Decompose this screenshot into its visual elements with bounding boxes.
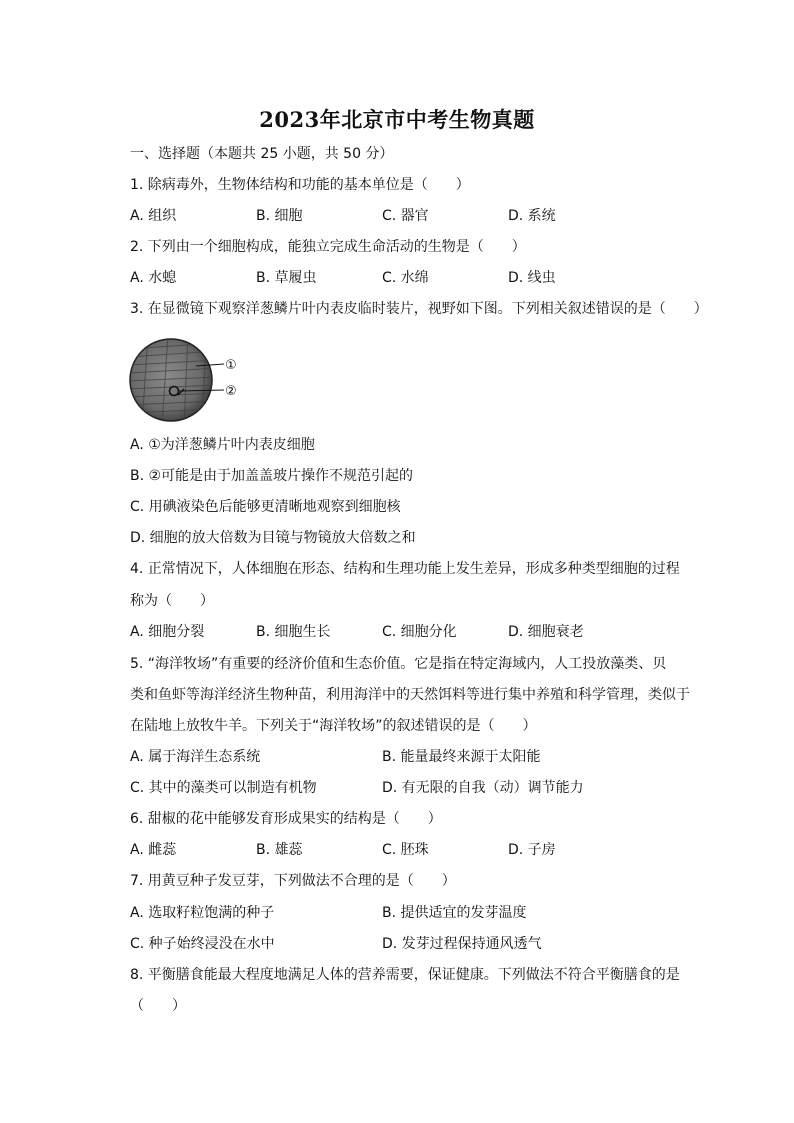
question-6-option-b: B. 雄蕊 <box>256 842 303 858</box>
question-7-option-d: D. 发芽过程保持通风透气 <box>382 936 542 952</box>
question-3-stem: 3. 在显微镜下观察洋葱鳞片叶内表皮临时装片，视野如下图。下列相关叙述错误的是（ ） <box>130 301 708 317</box>
question-3-option-c: C. 用碘液染色后能够更清晰地观察到细胞核 <box>130 499 401 515</box>
question-5-option-b: B. 能量最终来源于太阳能 <box>382 749 541 765</box>
question-2-option-b: B. 草履虫 <box>256 270 317 286</box>
question-2-option-d: D. 线虫 <box>508 270 556 286</box>
question-8-stem-line-2: （ ） <box>130 998 186 1014</box>
question-5-stem-line-3: 在陆地上放牧牛羊。下列关于“海洋牧场”的叙述错误的是（ ） <box>130 718 537 734</box>
question-5-option-a: A. 属于海洋生态系统 <box>130 749 261 765</box>
figure-label-2: ② <box>225 384 237 399</box>
question-5-stem-line-2: 类和鱼虾等海洋经济生物种苗，利用海洋中的天然饵料等进行集中养殖和科学管理，类似于 <box>130 687 690 703</box>
question-6-stem: 6. 甜椒的花中能够发育形成果实的结构是（ ） <box>130 811 442 827</box>
section-heading: 一、选择题（本题共 25 小题，共 50 分） <box>130 146 394 162</box>
question-7-option-a: A. 选取籽粒饱满的种子 <box>130 905 275 921</box>
question-6-option-a: A. 雌蕊 <box>130 842 177 858</box>
question-5-option-c: C. 其中的藻类可以制造有机物 <box>130 780 317 796</box>
question-6-option-d: D. 子房 <box>508 842 556 858</box>
question-2-option-a: A. 水螅 <box>130 270 177 286</box>
question-5-stem-line-1: 5. “海洋牧场”有重要的经济价值和生态价值。它是指在特定海域内，人工投放藻类、贝 <box>130 656 667 672</box>
question-1-option-c: C. 器官 <box>382 208 429 224</box>
question-4-option-d: D. 细胞衰老 <box>508 624 584 640</box>
question-5-option-d: D. 有无限的自我（动）调节能力 <box>382 780 584 796</box>
question-3-option-a: A. ①为洋葱鳞片叶内表皮细胞 <box>130 437 315 453</box>
question-1-stem: 1. 除病毒外，生物体结构和功能的基本单位是（ ） <box>130 177 470 193</box>
question-3-option-d: D. 细胞的放大倍数为目镜与物镜放大倍数之和 <box>130 530 416 546</box>
question-4-stem-line-1: 4. 正常情况下，人体细胞在形态、结构和生理功能上发生差异，形成多种类型细胞的过程 <box>130 561 680 577</box>
figure-label-1: ① <box>225 358 237 373</box>
microscope-field-figure <box>128 335 248 425</box>
question-2-stem: 2. 下列由一个细胞构成，能独立完成生命活动的生物是（ ） <box>130 239 526 255</box>
page-title: 2023年北京市中考生物真题 <box>259 107 535 132</box>
question-3-option-b: B. ②可能是由于加盖盖玻片操作不规范引起的 <box>130 468 414 484</box>
question-1-option-d: D. 系统 <box>508 208 556 224</box>
question-7-stem: 7. 用黄豆种子发豆芽，下列做法不合理的是（ ） <box>130 873 456 889</box>
question-4-option-a: A. 细胞分裂 <box>130 624 205 640</box>
question-2-option-c: C. 水绵 <box>382 270 429 286</box>
question-4-stem-line-2: 称为（ ） <box>130 593 214 609</box>
question-1-option-b: B. 细胞 <box>256 208 303 224</box>
question-7-option-c: C. 种子始终浸没在水中 <box>130 936 275 952</box>
question-4-option-b: B. 细胞生长 <box>256 624 331 640</box>
microscope-view-svg <box>128 335 248 425</box>
question-1-option-a: A. 组织 <box>130 208 177 224</box>
question-6-option-c: C. 胚珠 <box>382 842 429 858</box>
question-4-option-c: C. 细胞分化 <box>382 624 457 640</box>
question-7-option-b: B. 提供适宜的发芽温度 <box>382 905 527 921</box>
question-8-stem-line-1: 8. 平衡膳食能最大程度地满足人体的营养需要，保证健康。下列做法不符合平衡膳食的是 <box>130 967 680 983</box>
